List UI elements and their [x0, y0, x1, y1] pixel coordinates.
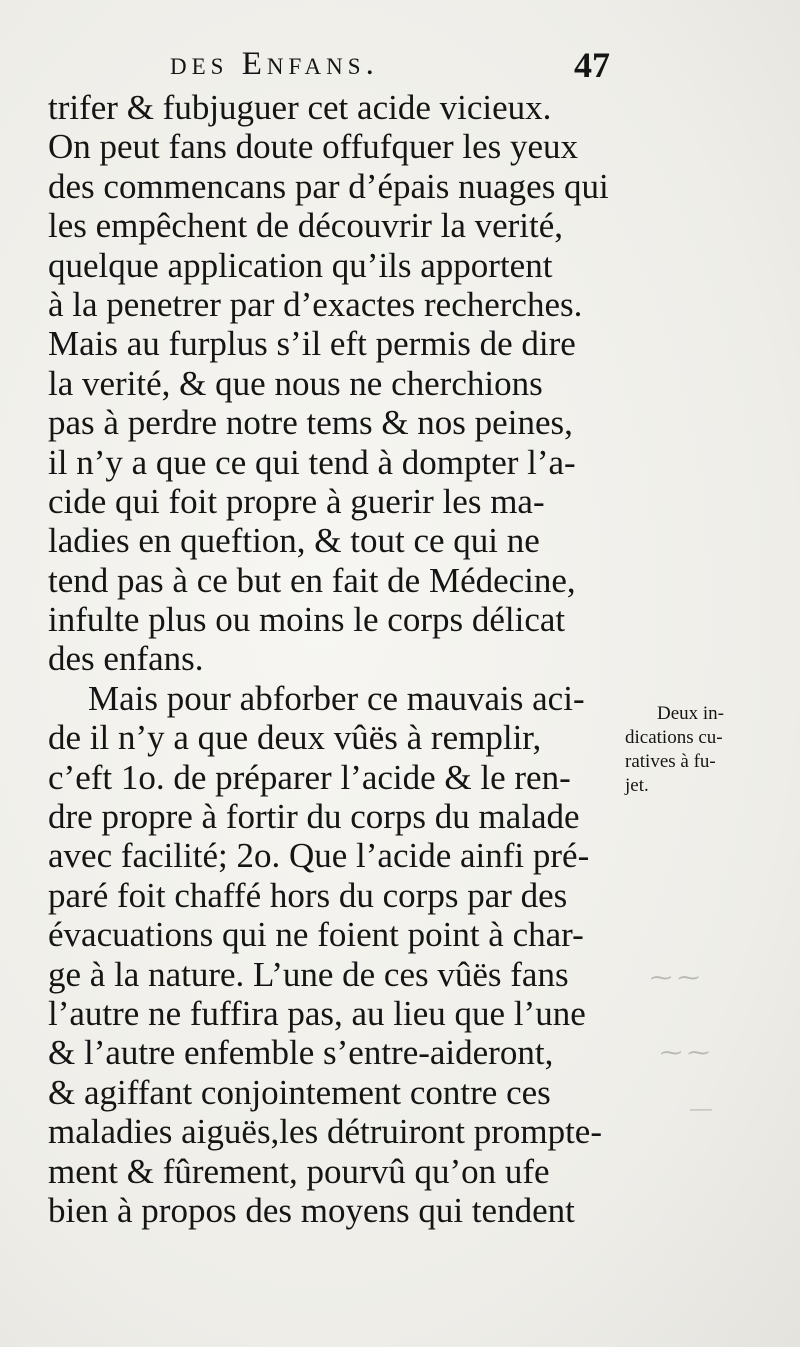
text-line: c’eft 1o. de préparer l’acide & le ren-	[48, 757, 571, 797]
margin-note	[625, 702, 785, 798]
text-line: pas à perdre notre tems & nos peines,	[48, 403, 573, 443]
page-number: 47	[574, 45, 610, 85]
text-line: & agiffant conjointement contre ces	[48, 1072, 551, 1112]
text-line: ment & fûrement, pourvû qu’on ufe	[48, 1151, 550, 1191]
running-title: des Enfans.	[170, 46, 379, 82]
bleed-through-mark: —	[690, 1095, 712, 1120]
text-line: ladies en queftion, & tout ce qui ne	[48, 521, 540, 561]
text-line: bien à propos des moyens qui tendent	[48, 1190, 575, 1230]
text-line: & l’autre enfemble s’entre-aideront,	[48, 1033, 554, 1073]
bleed-through-mark: ⁓ ⁓	[660, 1040, 710, 1065]
text-line: dre propre à fortir du corps du malade	[48, 797, 580, 837]
text-line: maladies aiguës,les détruiront prompte-	[48, 1112, 603, 1152]
margin-note-line: ratives à fu-	[625, 751, 716, 772]
bleed-through-mark: ⁓ ⁓	[650, 965, 700, 990]
margin-note-line: jet.	[625, 775, 649, 796]
text-line: l’autre ne fuffira pas, au lieu que l’une	[48, 993, 586, 1033]
margin-note-line: Deux in-	[657, 703, 725, 724]
text-line: Mais au furplus s’il eft permis de dire	[48, 324, 576, 364]
paragraph	[48, 88, 628, 679]
text-line: ge à la nature. L’une de ces vûës fans	[48, 954, 569, 994]
text-line: Mais pour abforber ce mauvais aci-	[88, 678, 585, 718]
text-line: les empêchent de découvrir la verité,	[48, 206, 564, 246]
text-line: évacuations qui ne foient point à char-	[48, 915, 584, 955]
text-line: des commencans par d’épais nuages qui	[48, 166, 609, 206]
body-text	[48, 88, 628, 1230]
text-line: il n’y a que ce qui tend à dompter l’a-	[48, 442, 576, 482]
text-line: à la penetrer par d’exactes recherches.	[48, 284, 583, 324]
text-line: de il n’y a que deux vûës à remplir,	[48, 718, 542, 758]
text-line: quelque application qu’ils apportent	[48, 245, 553, 285]
paragraph	[48, 679, 628, 1230]
text-line: avec facilité; 2o. Que l’acide ainfi pré-	[48, 836, 590, 876]
text-line: paré foit chaffé hors du corps par des	[48, 875, 568, 915]
text-line: tend pas à ce but en fait de Médecine,	[48, 560, 576, 600]
margin-note-line: dications cu-	[625, 727, 723, 748]
text-line: infulte plus ou moins le corps délicat	[48, 600, 566, 640]
text-line: trifer & fubjuguer cet acide vicieux.	[48, 88, 552, 127]
text-line: la verité, & que nous ne cherchions	[48, 363, 543, 403]
text-line: cide qui foit propre à guerir les ma-	[48, 481, 545, 521]
text-line: des enfans.	[48, 639, 204, 679]
text-line: On peut fans doute offufquer les yeux	[48, 127, 579, 167]
